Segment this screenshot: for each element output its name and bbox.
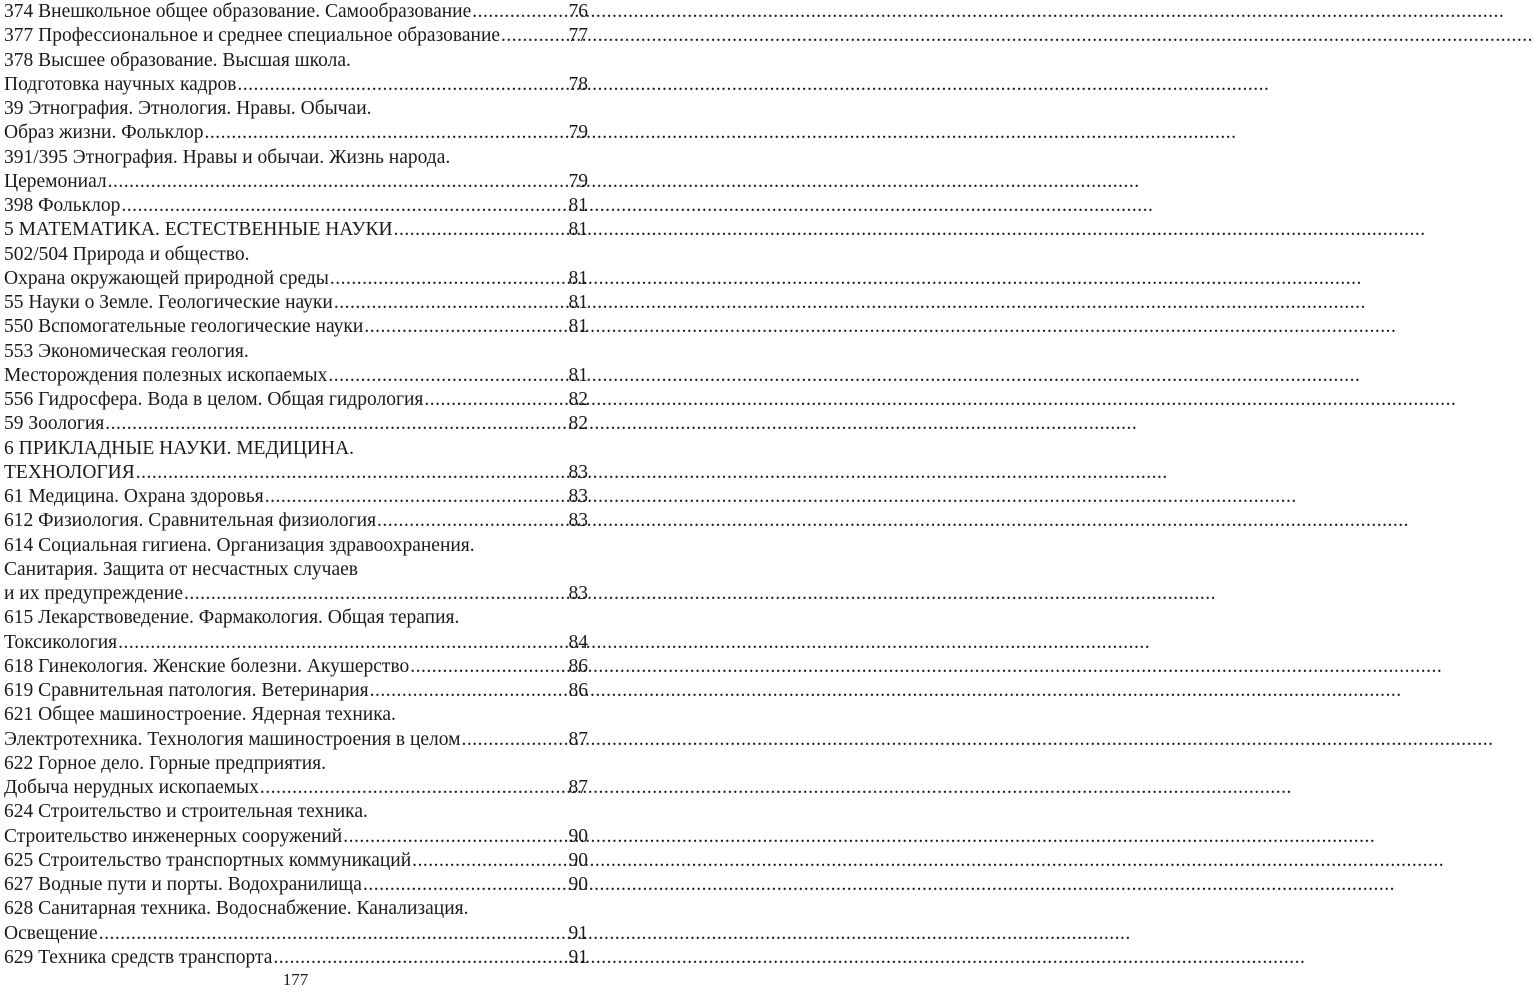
toc-line: [4, 800, 588, 824]
dot-leader: [423, 388, 568, 412]
toc-entry-page: 86: [568, 680, 588, 701]
toc-line: [4, 679, 588, 703]
toc-entry-text: 378 Высшее образование. Высшая школа.: [4, 49, 351, 71]
toc-line: [4, 340, 588, 364]
toc-entry-page: 82: [568, 389, 588, 410]
toc-line: [4, 825, 588, 849]
dot-leader: [183, 582, 568, 606]
dot-leader: [369, 679, 569, 703]
toc-line: [4, 849, 588, 873]
toc-entry-text: 5 МАТЕМАТИКА. ЕСТЕСТВЕННЫЕ НАУКИ: [4, 219, 393, 241]
toc-entry-page: 81: [568, 267, 588, 289]
toc-entry-page: 83: [568, 461, 588, 483]
toc-line: [4, 946, 588, 970]
toc-entry-text: Церемониал: [4, 170, 107, 192]
toc-line: [4, 631, 588, 655]
toc-line: [4, 146, 588, 170]
toc-line: [4, 485, 588, 509]
toc-entry-page: 90: [568, 849, 588, 871]
toc-entry-text: Санитария. Защита от несчастных случаев: [4, 558, 359, 580]
toc-entry-page: 81: [568, 316, 588, 338]
toc-line: [4, 412, 588, 436]
dot-leader: [329, 267, 569, 291]
toc-entry-text: 374 Внешкольное общее образование. Самообразование: [4, 1, 472, 22]
toc-entry-text: 553 Экономическая геология.: [4, 340, 249, 362]
toc-line: [4, 582, 588, 606]
dot-leader: [363, 315, 568, 339]
toc-entry-text: 59 Зоология: [4, 413, 105, 435]
toc-entry-page: 83: [568, 486, 588, 507]
toc-entry-text: Охрана окружающей природной среды: [4, 267, 329, 289]
toc-entry-page: 91: [568, 922, 588, 944]
toc-entry-text: Месторождения полезных ископаемых: [4, 364, 328, 386]
toc-entry-text: Электротехника. Технология машиностроения в целом: [4, 728, 461, 750]
toc-line: [4, 437, 588, 461]
toc-line: [4, 218, 588, 242]
toc-line: [4, 170, 588, 194]
table-of-contents: [4, 0, 588, 970]
toc-line: [4, 509, 588, 533]
toc-line: [4, 776, 588, 800]
toc-line: [4, 728, 588, 752]
dot-leader: [259, 776, 569, 800]
toc-entry-text: 391/395 Этнография. Нравы и обычаи. Жизнь народа.: [4, 146, 451, 168]
toc-line: [4, 897, 588, 921]
toc-entry-text: Добыча нерудных ископаемых: [4, 777, 259, 798]
toc-line: [4, 558, 588, 582]
toc-line: [4, 0, 588, 24]
dot-leader: [376, 509, 568, 533]
dot-leader: [342, 825, 568, 849]
toc-entry-text: 624 Строительство и строительная техника.: [4, 801, 368, 823]
dot-leader: [98, 922, 569, 946]
toc-entry-text: 377 Профессиональное и среднее специальное образование: [4, 25, 501, 47]
toc-entry-text: ТЕХНОЛОГИЯ: [4, 461, 135, 483]
toc-entry-text: 6 ПРИКЛАДНЫЕ НАУКИ. МЕДИЦИНА.: [4, 437, 355, 459]
toc-line: [4, 24, 588, 48]
toc-entry-text: 61 Медицина. Охрана здоровья: [4, 486, 264, 507]
toc-entry-text: 629 Техника средств транспорта: [4, 946, 273, 968]
toc-line: [4, 97, 588, 121]
toc-line: [4, 73, 588, 97]
toc-entry-text: 619 Сравнительная патология. Ветеринария: [4, 680, 369, 701]
toc-line: [4, 243, 588, 267]
toc-entry-page: 78: [568, 73, 588, 95]
toc-entry-page: 81: [568, 292, 588, 313]
toc-entry-text: 39 Этнография. Этнология. Нравы. Обычаи.: [4, 98, 372, 119]
toc-entry-page: 90: [568, 874, 588, 895]
dot-leader: [393, 218, 569, 242]
toc-entry-page: 87: [568, 728, 588, 750]
toc-line: [4, 873, 588, 897]
toc-line: [4, 606, 588, 630]
toc-line: [4, 922, 588, 946]
toc-line: [4, 121, 588, 145]
toc-entry-text: 614 Социальная гигиена. Организация здравоохранения.: [4, 534, 475, 556]
toc-line: [4, 49, 588, 73]
toc-entry-text: 621 Общее машиностроение. Ядерная техника.: [4, 704, 396, 726]
toc-entry-page: 91: [568, 946, 588, 968]
toc-entry-text: Токсикология: [4, 631, 118, 653]
toc-line: [4, 752, 588, 776]
toc-line: [4, 364, 588, 388]
dot-leader: [272, 946, 568, 970]
toc-entry-text: 615 Лекарствоведение. Фармакология. Общая терапия.: [4, 607, 460, 629]
dot-leader: [264, 485, 569, 509]
toc-line: [4, 291, 588, 315]
toc-entry-text: 627 Водные пути и порты. Водохранилища: [4, 874, 362, 895]
toc-entry-page: 83: [568, 583, 588, 604]
toc-entry-page: 90: [568, 825, 588, 847]
toc-line: [4, 315, 588, 339]
toc-entry-text: 612 Физиология. Сравнительная физиология: [4, 510, 377, 532]
toc-entry-text: Образ жизни. Фольклор: [4, 122, 204, 144]
toc-entry-page: 81: [568, 364, 588, 386]
dot-leader: [107, 170, 569, 194]
toc-entry-text: 622 Горное дело. Горные предприятия.: [4, 752, 326, 774]
dot-leader: [120, 194, 568, 218]
dot-leader: [104, 412, 568, 436]
toc-entry-page: 81: [568, 195, 588, 216]
toc-entry-page: 76: [568, 1, 588, 22]
toc-entry-text: 556 Гидросфера. Вода в целом. Общая гидрология: [4, 389, 424, 410]
document-page: [0, 0, 591, 1000]
toc-entry-text: Строительство инженерных сооружений: [4, 825, 343, 847]
toc-line: [4, 461, 588, 485]
toc-entry-text: 502/504 Природа и общество.: [4, 243, 250, 265]
toc-entry-page: 87: [568, 777, 588, 798]
toc-entry-page: 79: [568, 170, 588, 192]
dot-leader: [460, 728, 568, 752]
toc-line: [4, 655, 588, 679]
dot-leader: [236, 73, 568, 97]
toc-entry-text: 625 Строительство транспортных коммуникаций: [4, 849, 412, 871]
dot-leader: [411, 849, 568, 873]
toc-entry-page: 86: [568, 655, 588, 677]
dot-leader: [333, 291, 569, 315]
toc-entry-text: Подготовка научных кадров: [4, 73, 237, 95]
page-number: 177: [282, 970, 309, 989]
toc-entry-page: 84: [568, 631, 588, 653]
dot-leader: [117, 631, 568, 655]
toc-line: [4, 267, 588, 291]
dot-leader: [135, 461, 569, 485]
dot-leader: [203, 121, 568, 145]
dot-leader: [362, 873, 569, 897]
toc-line: [4, 194, 588, 218]
toc-entry-page: 83: [568, 510, 588, 532]
toc-entry-text: 398 Фольклор: [4, 195, 121, 216]
dot-leader: [409, 655, 568, 679]
toc-entry-text: 550 Вспомогательные геологические науки: [4, 316, 364, 338]
toc-entry-page: 77: [568, 25, 588, 47]
dot-leader: [471, 0, 568, 24]
dot-leader: [327, 364, 568, 388]
toc-entry-page: 79: [568, 122, 588, 144]
toc-line: [4, 534, 588, 558]
toc-entry-text: 628 Санитарная техника. Водоснабжение. Канализация.: [4, 898, 469, 920]
toc-entry-text: 55 Науки о Земле. Геологические науки: [4, 292, 333, 313]
toc-entry-text: 618 Гинекология. Женские болезни. Акушерство: [4, 655, 410, 677]
toc-line: [4, 388, 588, 412]
toc-entry-page: 82: [568, 413, 588, 435]
toc-entry-text: Освещение: [4, 922, 98, 944]
toc-entry-text: и их предупреждение: [4, 583, 184, 604]
toc-line: [4, 703, 588, 727]
dot-leader: [500, 24, 568, 48]
toc-entry-page: 81: [568, 219, 588, 241]
